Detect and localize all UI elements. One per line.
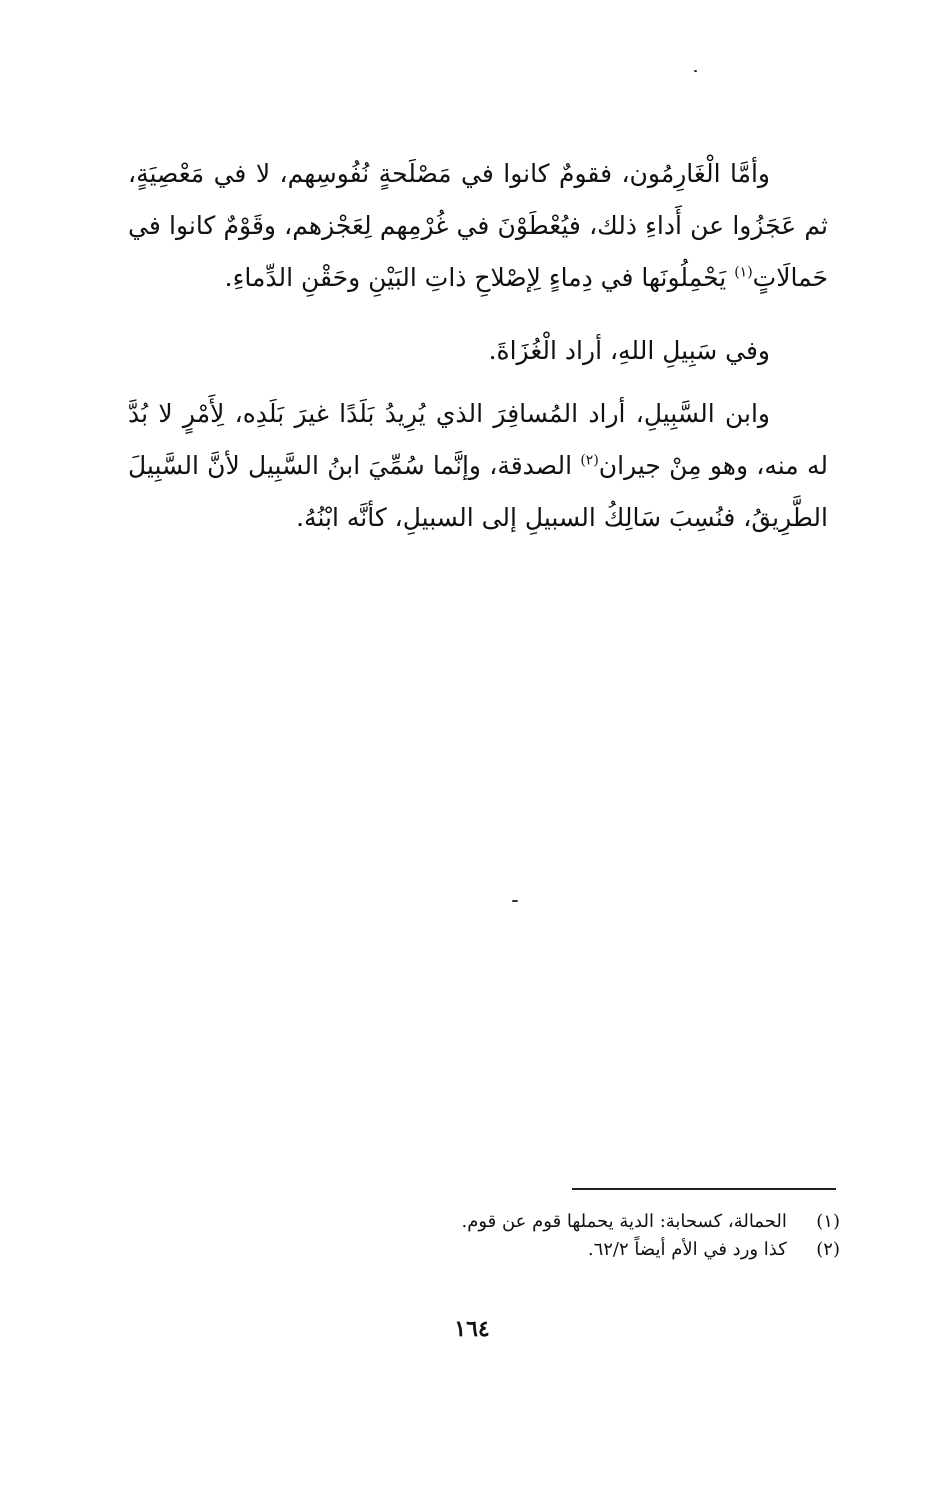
footnote-2 [300,1236,840,1264]
paragraph-text: وابن السَّبِيلِ، أراد المُسافِرَ الذي يُرِيدُ بَلَدًا غيرَ بَلَدِه، لِأَمْرٍ لا بُدَّ له منه، وهو مِنْ جيران [128,399,828,480]
footnote-1 [300,1208,840,1236]
paragraph-text: وفي سَبِيلِ اللهِ، أراد الْغُزَاةَ. [488,336,770,365]
footnote-text: الحمالة، كسحابة: الدية يحملها قوم عن قوم. [461,1211,787,1232]
footnote-divider [572,1188,836,1190]
footnote-number: (١) [816,1211,840,1232]
paragraph-gharimun [128,148,828,304]
footnote-text: كذا ورد في الأم أيضاً ٦٢/٢. [587,1239,787,1260]
paragraph-text: الصدقة، وإنَّما سُمِّيَ ابنُ السَّبِيل لأنَّ السَّبِيلَ الطَّرِيقُ، فنُسِبَ سَالِكُ السبيلِ إلى السبيلِ، كأنَّه ابْنُهُ. [128,451,828,532]
paragraph-sabil-allah [128,325,828,377]
paragraph-text: وأمَّا الْغَارِمُون، فقومٌ كانوا في مَصْلَحةٍ نُفُوسِهم، لا في مَعْصِيَةٍ، ثم عَجَزُوا عن أَداءِ ذلك، فيُعْطَوْنَ في غُرْمِهم لِعَجْزهم، وقَوْمٌ كانوا في حَمالَاتٍ [128,159,828,292]
footnote-ref-1: (١) [734,264,753,281]
scan-speck [694,70,697,72]
page-number: ١٦٤ [454,1316,490,1342]
paragraph-ibn-sabil [128,388,828,544]
paragraph-text: يَحْمِلُونَها في دِماءٍ لِإصْلاحِ ذاتِ البَيْنِ وحَقْنِ الدِّماءِ. [224,263,735,292]
footnote-ref-2: (٢) [580,452,599,469]
scan-speck [512,900,518,902]
footnote-number: (٢) [816,1239,840,1260]
